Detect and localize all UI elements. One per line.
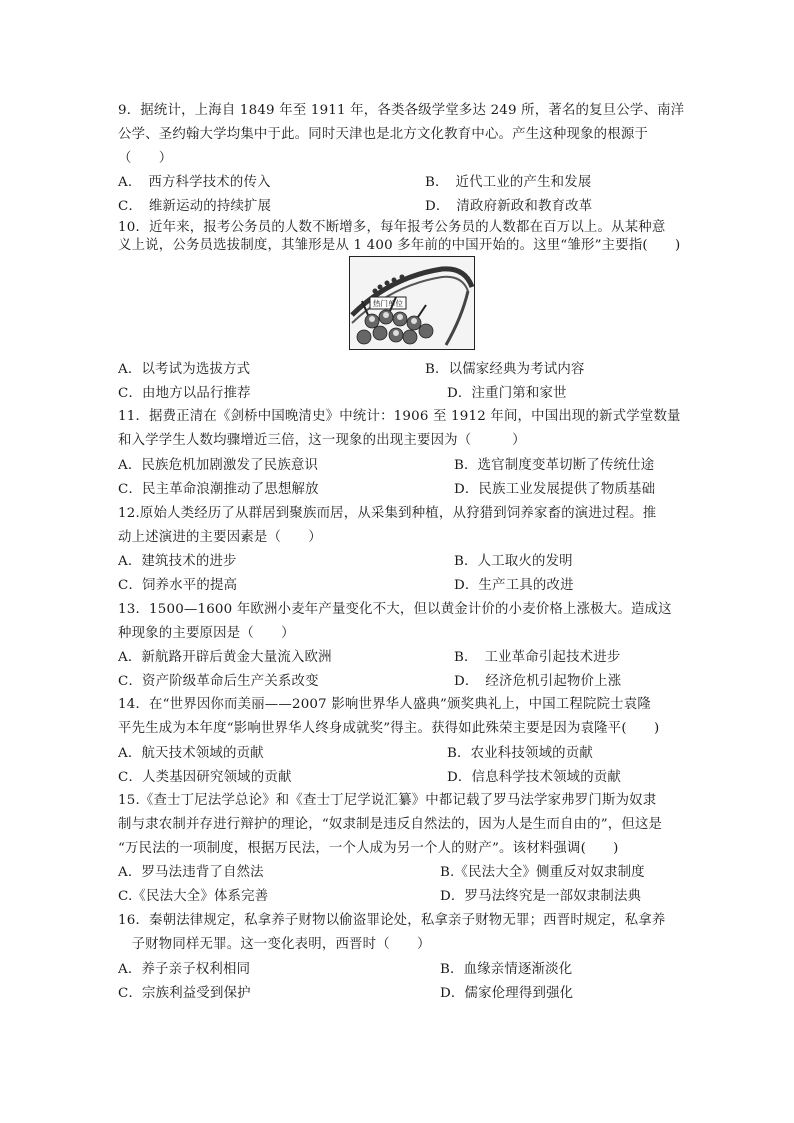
q14-option-c: C．人类基因研究领域的贡献 xyxy=(118,770,292,785)
cartoon-sign-text: 热门单位 xyxy=(373,299,403,308)
q13-line-1: 13．1500—1600 年欧洲小麦年产量变化不大，但以黄金计价的小麦价格上涨极大。造成这 xyxy=(118,602,672,617)
q10-option-c: C．由地方以品行推荐 xyxy=(118,386,251,401)
q13-line-2: 种现象的主要原因是（ ） xyxy=(118,626,295,641)
q9-option-a: A． 西方科学技术的传入 xyxy=(118,175,271,190)
q15-option-d: D．罗马法终究是一部奴隶制法典 xyxy=(440,889,642,904)
q15-option-b: B.《民法大全》侧重反对奴隶制度 xyxy=(440,865,645,880)
q16-option-d: D．儒家伦理得到强化 xyxy=(440,986,574,1001)
q9-line-1: 9．据统计，上海自 1849 年至 1911 年，各类各级学堂多达 249 所，著名的复旦公学、南洋 xyxy=(118,103,685,118)
q15-line-2: 制与隶农制并存进行辩护的理论，“奴隶制是违反自然法的，因为人是生而自由的”，但这是 xyxy=(118,817,663,832)
q16-option-c: C．宗族利益受到保护 xyxy=(118,986,251,1001)
q15-option-a: A．罗马法违背了自然法 xyxy=(118,865,264,880)
q15-line-3: “万民法的一项制度，根据万民法，一个人成为另一个人的财产”。该材料强调( ) xyxy=(118,841,619,856)
q11-option-a: A．民族危机加剧激发了民族意识 xyxy=(118,458,319,473)
q16-line-1: 16．秦朝法律规定，私拿养子财物以偷盗罪论处，私拿亲子财物无罪；西晋时规定，私拿养 xyxy=(118,913,666,928)
q12-option-b: B．人工取火的发明 xyxy=(454,554,573,569)
q11-option-d: D．民族工业发展提供了物质基础 xyxy=(454,482,656,497)
q10-option-a: A．以考试为选拔方式 xyxy=(118,362,251,377)
q15-option-c: C.《民法大全》体系完善 xyxy=(118,889,269,904)
q10-line-2: 义上说，公务员选拔制度，其雏形是从 1 400 多年前的中国开始的。这里“雏形”主要指( ) xyxy=(118,238,681,253)
q16-option-b: B．血缘亲情逐渐淡化 xyxy=(440,962,573,977)
q13-option-a: A．新航路开辟后黄金大量流入欧洲 xyxy=(118,650,332,665)
q10-line-1: 10．近年来，报考公务员的人数不断增多，每年报考公务员的人数都在百万以上。从某种意 xyxy=(118,220,666,235)
q11-line-2: 和入学学生人数均骤增近三倍，这一现象的出现主要因为（ ） xyxy=(118,433,526,448)
q13-option-d: D． 经济危机引起物价上涨 xyxy=(454,674,622,689)
q12-line-1: 12.原始人类经历了从群居到聚族而居，从采集到种植，从狩猎到饲养家畜的演进过程。推 xyxy=(118,506,657,521)
q13-option-b: B． 工业革命引起技术进步 xyxy=(454,650,621,665)
q14-option-d: D．信息科学技术领域的贡献 xyxy=(447,770,622,785)
q9-option-c: C． 维新运动的持续扩展 xyxy=(118,199,272,214)
cartoon-illustration xyxy=(349,256,475,350)
q11-option-b: B．选官制度变革切断了传统仕途 xyxy=(454,458,655,473)
q9-option-b: B． 近代工业的产生和发展 xyxy=(425,175,592,190)
q12-option-a: A．建筑技术的进步 xyxy=(118,554,237,569)
q14-line-2: 平先生成为本年度“影响世界华人终身成就奖”得主。获得如此殊荣主要是因为袁隆平( ) xyxy=(118,721,660,736)
q13-option-c: C．资产阶级革命后生产关系改变 xyxy=(118,674,319,689)
q12-line-2: 动上述演进的主要因素是（ ） xyxy=(118,530,322,545)
q10-option-b: B．以儒家经典为考试内容 xyxy=(425,362,585,377)
q9-option-d: D． 清政府新政和教育改革 xyxy=(425,199,593,214)
q12-option-c: C．饲养水平的提高 xyxy=(118,578,238,593)
q15-line-1: 15.《查士丁尼法学总论》和《查士丁尼学说汇纂》中都记载了罗马法学家弗罗门斯为奴隶 xyxy=(118,793,657,808)
q14-option-a: A．航天技术领域的贡献 xyxy=(118,746,264,761)
q9-line-2: 公学、圣约翰大学均集中于此。同时天津也是北方文化教育中心。产生这种现象的根源于 xyxy=(118,127,649,142)
q10-option-d: D．注重门第和家世 xyxy=(447,386,567,401)
q16-line-2: 子财物同样无罪。这一变化表明，西晋时（ ） xyxy=(118,937,431,952)
q11-line-1: 11．据费正清在《剑桥中国晚清史》中统计：1906 至 1912 年间，中国出现的新式学堂数量 xyxy=(118,409,681,424)
q9-line-3: （ ） xyxy=(118,151,173,166)
q12-option-d: D．生产工具的改进 xyxy=(454,578,574,593)
q14-line-1: 14．在“世界因你而美丽——2007 影响世界华人盛典”颁奖典礼上，中国工程院院士袁隆 xyxy=(118,697,651,712)
q14-option-b: B．农业科技领域的贡献 xyxy=(447,746,593,761)
q16-option-a: A．养子亲子权利相同 xyxy=(118,962,251,977)
q11-option-c: C．民主革命浪潮推动了思想解放 xyxy=(118,482,319,497)
